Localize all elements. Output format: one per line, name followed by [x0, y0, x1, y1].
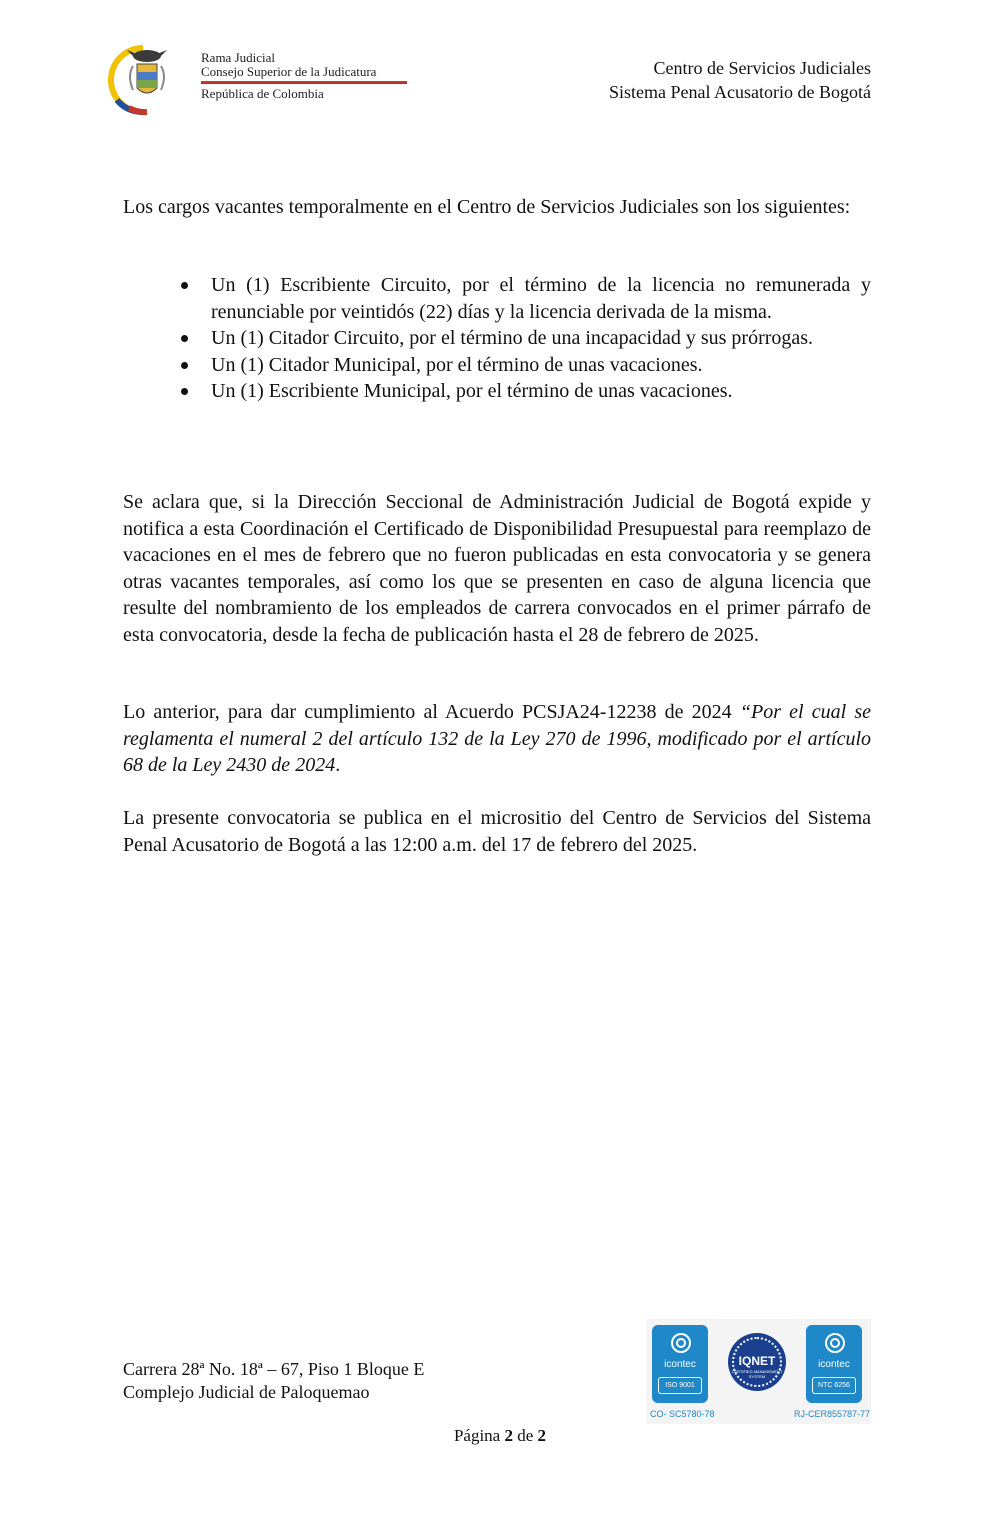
header-office-line1: Centro de Servicios Judiciales — [653, 58, 871, 78]
intro-paragraph: Los cargos vacantes temporalmente en el Centro de Servicios Judiciales son los siguientes: — [123, 196, 851, 218]
cert1-name: icontec — [664, 1359, 696, 1370]
list-item — [178, 325, 871, 352]
certification-logos — [646, 1319, 871, 1424]
iqnet-logo — [728, 1333, 786, 1391]
logo-line-rama-judicial: Rama Judicial — [201, 50, 276, 65]
compliance-paragraph — [123, 699, 871, 779]
publication-paragraph: La presente convocatoria se publica en el micrositio del Centro de Servicios del Sistema Penal Acusatorio de Bogotá a las 12:00 a.m. del 17 de febrero del 2025. — [123, 807, 871, 856]
page-current: 2 — [504, 1426, 513, 1445]
institution-logo — [103, 42, 413, 118]
iqnet-name: IQNET — [738, 1354, 776, 1368]
footer-address — [123, 1358, 424, 1404]
list-item — [178, 272, 871, 325]
clarification-paragraph: Se aclara que, si la Dirección Seccional de Administración Judicial de Bogotá expide y notifica a esta Coordinación el Certificado de Disponibilidad Presupuestal para reemplazo de vacaciones en el mes de febrero que no fueron publicadas en esta convocatoria y se genera otras vacantes temporales, así como los que se presenten en caso de alguna licencia que resulte del nombramiento de los empleados de carrera convocados en el primer párrafo de esta convocatoria, desde la fecha de publicación hasta el 28 de febrero de 2025. — [123, 491, 871, 646]
logo-divider-blue — [201, 83, 407, 84]
icontec-ntc-6256-logo — [806, 1325, 862, 1403]
address-line2: Complejo Judicial de Paloquemao — [123, 1382, 370, 1402]
bullet-icon — [181, 362, 188, 369]
list-item — [178, 378, 871, 405]
vacancy-text: Un (1) Citador Municipal, por el término de unas vacaciones. — [211, 353, 703, 376]
icontec-icon-inner — [676, 1338, 686, 1348]
compliance-quote: “Por el cual se reglamenta el numeral 2 del artículo 132 de la Ley 270 de 1996, modificado por el artículo 68 de la Ley 2430 de 2024 — [123, 701, 872, 776]
logo-line-republica: República de Colombia — [201, 86, 324, 101]
cert2-code: RJ-CER855787-77 — [794, 1409, 871, 1419]
cert1-code: CO- SC5780-78 — [650, 1409, 715, 1419]
list-item — [178, 352, 871, 379]
vacancy-list — [178, 272, 871, 405]
page-total: 2 — [537, 1426, 547, 1445]
icontec-iso-9001-logo — [652, 1325, 708, 1403]
bullet-icon — [181, 388, 188, 395]
colombia-coat-of-arms-icon — [103, 42, 195, 116]
vacancy-text: Un (1) Escribiente Municipal, por el término de unas vacaciones. — [211, 380, 733, 402]
header-office — [609, 56, 871, 104]
logo-line-consejo: Consejo Superior de la Judicatura — [201, 64, 377, 79]
bullet-icon — [181, 335, 188, 342]
icontec-icon-inner — [830, 1338, 840, 1348]
header-office-line2: Sistema Penal Acusatorio de Bogotá — [609, 82, 871, 102]
compliance-end: . — [335, 754, 341, 776]
cert2-name: icontec — [818, 1359, 850, 1370]
bullet-icon — [181, 282, 188, 289]
page-word: Página — [453, 1426, 501, 1445]
page-number — [0, 1426, 1000, 1446]
compliance-text: Lo anterior, para dar cumplimiento al Acuerdo PCSJA24-12238 de 2024 — [123, 701, 740, 723]
iqnet-subtitle: CERTIFIED MANAGEMENT SYSTEM — [731, 1369, 783, 1379]
cert2-standard: NTC 6256 — [812, 1377, 856, 1394]
cert1-standard: ISO 9001 — [658, 1377, 702, 1394]
vacancy-text: Un (1) Escribiente Circuito, por el término de la licencia no remunerada y renunciable por veintidós (22) días y la licencia derivada de la misma. — [211, 274, 871, 323]
address-line1: Carrera 28ª No. 18ª – 67, Piso 1 Bloque E — [123, 1359, 425, 1379]
vacancy-text: Un (1) Citador Circuito, por el término de una incapacidad y sus prórrogas. — [211, 327, 814, 349]
page-of: de — [517, 1426, 534, 1445]
